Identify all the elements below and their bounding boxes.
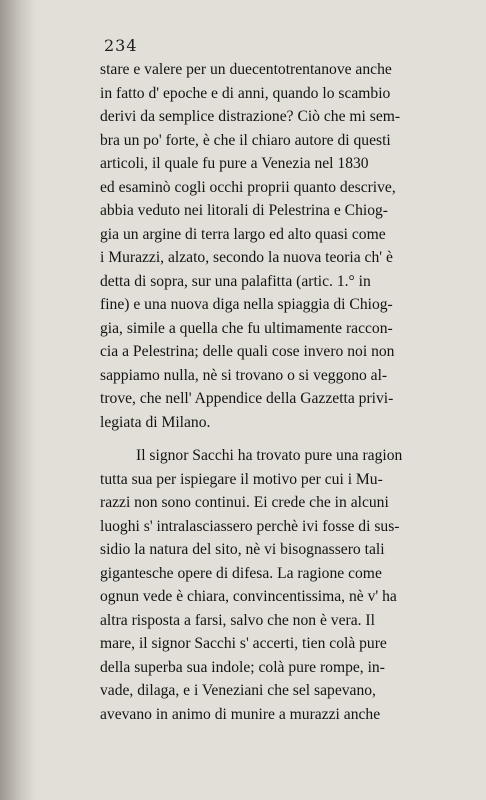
text-line: Il signor Sacchi ha trovato pure una ragion [136, 447, 403, 464]
text-line: gia, simile a quella che fu ultimamente raccon- [100, 319, 393, 337]
text-line: sappiamo nulla, nè si trovano o si veggono al- [100, 366, 388, 384]
text-line: altra risposta a farsi, salvo che non è vera. Il [100, 611, 375, 629]
body-text [100, 58, 456, 726]
text-line: derivi da semplice distrazione? Ciò che mi sem- [100, 108, 401, 125]
text-line: luoghi s' intralasciassero perchè ivi fosse di sus- [100, 517, 400, 535]
text-line: legiata di Milano. [100, 413, 211, 431]
text-line: fine) e una nuova diga nella spiaggia di Chiog- [100, 296, 393, 313]
page-number: 234 [104, 36, 138, 55]
text-line: della superba sua indole; colà pure rompe, in- [100, 658, 385, 676]
text-line: mare, il signor Sacchi s' accerti, tien colà pure [100, 635, 387, 652]
text-line: i Murazzi, alzato, secondo la nuova teoria ch' è [100, 249, 393, 266]
text-line: bra un po' forte, è che il chiaro autore di questi [100, 131, 391, 149]
text-line: abbia veduto nei litorali di Pelestrina e Chiog- [100, 202, 388, 219]
text-line: razzi non sono continui. Ei crede che in alcuni [100, 494, 389, 511]
text-line: in fatto d' epoche e di anni, quando lo scambio [100, 84, 391, 102]
text-line: detta di sopra, sur una palafitta (artic. 1.° in [100, 272, 371, 290]
text-line: vade, dilaga, e i Veneziani che sel sapevano, [100, 682, 376, 699]
paragraph-gap [100, 434, 456, 444]
text-line: articoli, il quale fu pure a Venezia nel 1830 [100, 155, 369, 172]
text-line: trove, che nell' Appendice della Gazzetta privi- [100, 390, 394, 407]
text-line: gigantesche opere di difesa. La ragione come [100, 564, 382, 582]
text-line: ognun vede è chiara, convincentissima, nè v' ha [100, 588, 397, 605]
text-line: avevano in animo di munire a murazzi anche [100, 705, 381, 723]
text-line: ed esaminò cogli occhi proprii quanto descrive, [100, 178, 396, 196]
text-line: gia un argine di terra largo ed alto quasi come [100, 225, 386, 243]
text-line: tutta sua per ispiegare il motivo per cui i Mu- [100, 470, 383, 488]
text-line: cia a Pelestrina; delle quali cose invero noi non [100, 343, 395, 360]
text-line: stare e valere per un duecentotrentanove anche [100, 61, 392, 78]
text-line: sidio la natura del sito, nè vi bisognassero tali [100, 541, 385, 558]
